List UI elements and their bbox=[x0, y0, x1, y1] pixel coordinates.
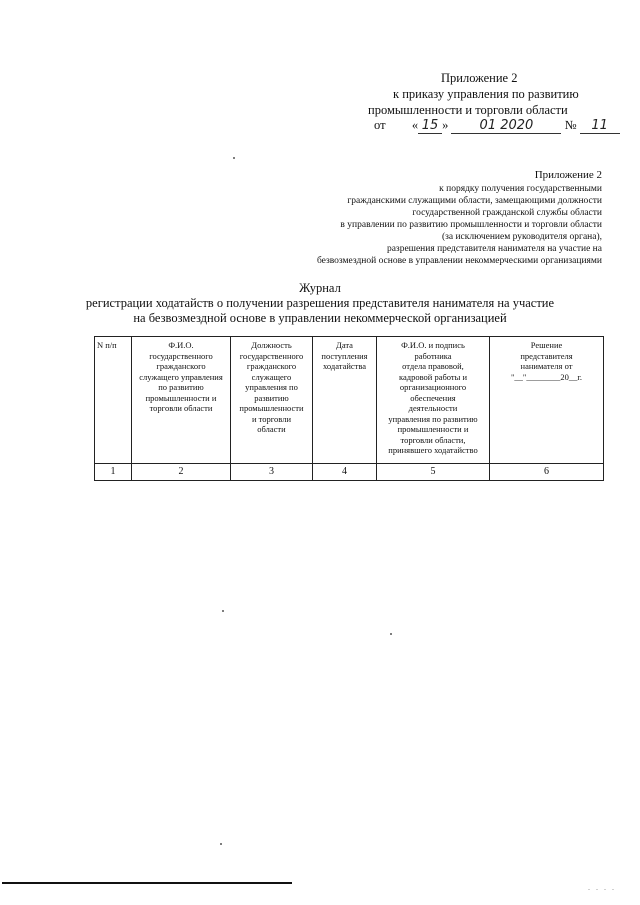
column-number: 5 bbox=[377, 464, 490, 481]
header-cell-decision: Решение представителя нанимателя от "__"________20__г. bbox=[490, 337, 604, 464]
appendix2-line: разрешения представителя нанимателя на участие на bbox=[386, 244, 602, 254]
header-cell-receiver: Ф.И.О. и подпись работника отдела правовой, кадровой работы и организационного обеспечения деятельности управления по развитию промышленности и торговли области, принявшего ходатайство bbox=[377, 337, 490, 464]
column-number: 1 bbox=[95, 464, 132, 481]
appendix2-line: государственной гражданской службы области bbox=[412, 208, 602, 218]
appendix2-line: гражданскими служащими области, замещающими должности bbox=[347, 196, 602, 206]
date-prefix: от bbox=[374, 118, 386, 132]
appendix2-line: в управлении по развитию промышленности и торговли области bbox=[340, 220, 602, 230]
appendix2-line: к порядку получения государственными bbox=[439, 184, 602, 194]
header-cell-number: N п/п bbox=[95, 337, 132, 464]
appendix-title: Приложение 2 bbox=[441, 71, 518, 85]
journal-title: Журнал bbox=[299, 281, 341, 295]
registration-table bbox=[94, 336, 604, 481]
handwritten-number: 11 bbox=[580, 119, 620, 134]
table-header-row bbox=[95, 337, 604, 464]
scan-speck bbox=[222, 610, 224, 612]
appendix-order-line: к приказу управления по развитию bbox=[393, 87, 579, 101]
column-number: 6 bbox=[490, 464, 604, 481]
handwritten-month-year: 01 2020 bbox=[451, 119, 561, 134]
column-number: 3 bbox=[231, 464, 313, 481]
date-quote-open: « bbox=[411, 118, 419, 132]
table-column-numbers-row bbox=[95, 464, 604, 481]
order-date-number-line bbox=[374, 117, 620, 134]
scan-speck bbox=[220, 843, 222, 845]
number-label: № bbox=[564, 118, 577, 132]
appendix2-line: (за исключением руководителя органа), bbox=[441, 232, 602, 242]
date-quote-close: » bbox=[442, 118, 449, 132]
journal-subtitle-line2: на безвозмездной основе в управлении некоммерческой организацией bbox=[133, 311, 507, 325]
header-cell-position: Должность государственного гражданского служащего управления по развитию промышленности и торговли области bbox=[231, 337, 313, 464]
scan-speck bbox=[390, 633, 392, 635]
column-number: 4 bbox=[313, 464, 377, 481]
header-cell-full-name: Ф.И.О. государственного гражданского служащего управления по развитию промышленности и торговли области bbox=[132, 337, 231, 464]
handwritten-day: 15 bbox=[418, 119, 442, 134]
column-number: 2 bbox=[132, 464, 231, 481]
appendix2-line: безвозмездной основе в управлении некоммерческими организациями bbox=[316, 256, 602, 266]
bottom-rule bbox=[2, 882, 292, 884]
header-cell-date: Дата поступления ходатайства bbox=[313, 337, 377, 464]
scan-speck bbox=[233, 157, 235, 159]
appendix2-title: Приложение 2 bbox=[534, 169, 602, 181]
journal-subtitle-line1: регистрации ходатайств о получении разрешения представителя нанимателя на участие bbox=[85, 296, 555, 310]
scan-marks: . . . . bbox=[588, 883, 616, 892]
appendix-department-line: промышленности и торговли области bbox=[368, 103, 568, 117]
